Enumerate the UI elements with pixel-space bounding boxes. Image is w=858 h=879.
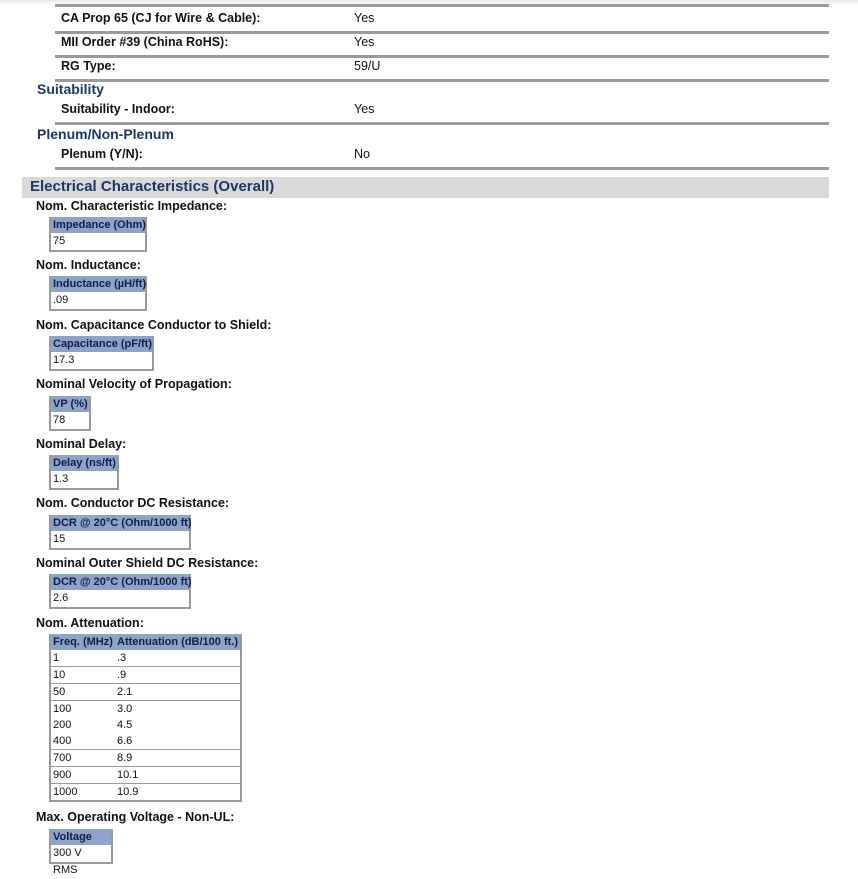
section-title-electrical: Electrical Characteristics (Overall) (30, 178, 275, 195)
kv-label: CA Prop 65 (CJ for Wire & Cable): (61, 11, 261, 25)
column-header-attenuation: Attenuation (dB/100 ft.) (115, 634, 241, 650)
value-box-delay (49, 455, 119, 490)
value-box-header: Impedance (Ohm) (53, 219, 146, 231)
section-band-electrical (22, 177, 829, 198)
attenuation-table (49, 634, 242, 802)
kv-label: Suitability - Indoor: (61, 102, 175, 116)
kv-label: MII Order #39 (China RoHS): (61, 35, 229, 49)
frequency-cell: 1 (50, 650, 115, 667)
attenuation-cell: 4.5 (117, 719, 133, 731)
value-box-shield-dcr (49, 574, 191, 609)
frequency-cell: 200 (53, 719, 72, 731)
value-box-impedance (49, 217, 147, 252)
frequency-cell: 10 (50, 667, 115, 684)
attenuation-row (50, 701, 241, 718)
kv-row-rg-type (55, 55, 829, 82)
attenuation-row (50, 650, 241, 667)
kv-row-plenum (55, 143, 829, 170)
prop-label-delay: Nominal Delay: (36, 437, 127, 451)
value-box-value: 2.6 (53, 592, 69, 604)
value-box-capacitance (49, 336, 154, 371)
section-title-suitability: Suitability (37, 81, 104, 97)
value-box-header: Capacitance (pF/ft) (53, 338, 153, 350)
value-box-value: 1.3 (53, 473, 69, 485)
attenuation-cell: 2.1 (115, 684, 241, 701)
attenuation-cell: 10.1 (115, 767, 241, 784)
attenuation-row (50, 750, 241, 767)
prop-label-attenuation: Nom. Attenuation: (36, 616, 144, 630)
value-box-value: 15 (53, 533, 66, 545)
value-box-header: Inductance (µH/ft) (53, 278, 147, 290)
value-box-inductance (49, 276, 147, 311)
column-header-frequency: Freq. (MHz) (50, 634, 115, 650)
attenuation-header-row (50, 634, 241, 650)
frequency-cell: 400 (50, 733, 115, 750)
kv-value: No (354, 147, 370, 161)
prop-label-shield-dcr: Nominal Outer Shield DC Resistance: (36, 556, 259, 570)
attenuation-row (50, 733, 241, 750)
prop-label-conductor-dcr: Nom. Conductor DC Resistance: (36, 496, 230, 510)
frequency-cell: 100 (53, 703, 72, 715)
value-box-value: 78 (53, 414, 66, 426)
section-title-plenum: Plenum/Non-Plenum (37, 126, 174, 142)
kv-label: RG Type: (61, 59, 116, 73)
kv-value: Yes (354, 102, 375, 116)
prop-label-velocity: Nominal Velocity of Propagation: (36, 377, 232, 391)
value-box-value: 17.3 (53, 354, 75, 366)
attenuation-row (50, 667, 241, 684)
attenuation-cell: .9 (115, 667, 241, 684)
attenuation-row (50, 717, 241, 733)
kv-row-china-rohs (55, 31, 829, 58)
frequency-cell: 50 (50, 684, 115, 701)
value-box-value: 300 V RMS (53, 847, 82, 876)
attenuation-row (50, 684, 241, 701)
frequency-cell: 1000 (50, 784, 115, 802)
kv-value: Yes (354, 11, 375, 25)
kv-label: Plenum (Y/N): (61, 147, 143, 161)
value-box-value: .09 (53, 294, 69, 306)
prop-label-capacitance: Nom. Capacitance Conductor to Shield: (36, 318, 272, 332)
kv-value: 59/U (354, 59, 381, 73)
attenuation-cell: 6.6 (115, 733, 241, 750)
frequency-cell: 700 (50, 750, 115, 767)
value-box-velocity (49, 396, 91, 431)
prop-label-impedance: Nom. Characteristic Impedance: (36, 199, 228, 213)
frequency-cell: 900 (50, 767, 115, 784)
kv-value: Yes (354, 35, 375, 49)
attenuation-cell: 3.0 (117, 703, 133, 715)
prop-label-inductance: Nom. Inductance: (36, 258, 141, 272)
attenuation-cell: .3 (115, 650, 241, 667)
value-box-voltage (49, 829, 113, 876)
kv-row-suitability-indoor (55, 98, 829, 125)
attenuation-row (50, 767, 241, 784)
value-box-value: 75 (53, 235, 66, 247)
value-box-conductor-dcr (49, 515, 191, 550)
attenuation-row (50, 784, 241, 802)
attenuation-cell: 10.9 (115, 784, 241, 802)
value-box-header: VP (%) (53, 398, 88, 410)
prop-label-voltage: Max. Operating Voltage - Non-UL: (36, 810, 235, 824)
attenuation-table-body (50, 650, 241, 801)
value-box-header: DCR @ 20°C (Ohm/1000 ft) (53, 517, 192, 529)
value-box-header: Voltage (51, 829, 111, 845)
attenuation-cell: 8.9 (115, 750, 241, 767)
kv-row-ca-prop65 (55, 4, 829, 34)
value-box-header: Delay (ns/ft) (53, 457, 116, 469)
value-box-header: DCR @ 20°C (Ohm/1000 ft) (53, 576, 192, 588)
